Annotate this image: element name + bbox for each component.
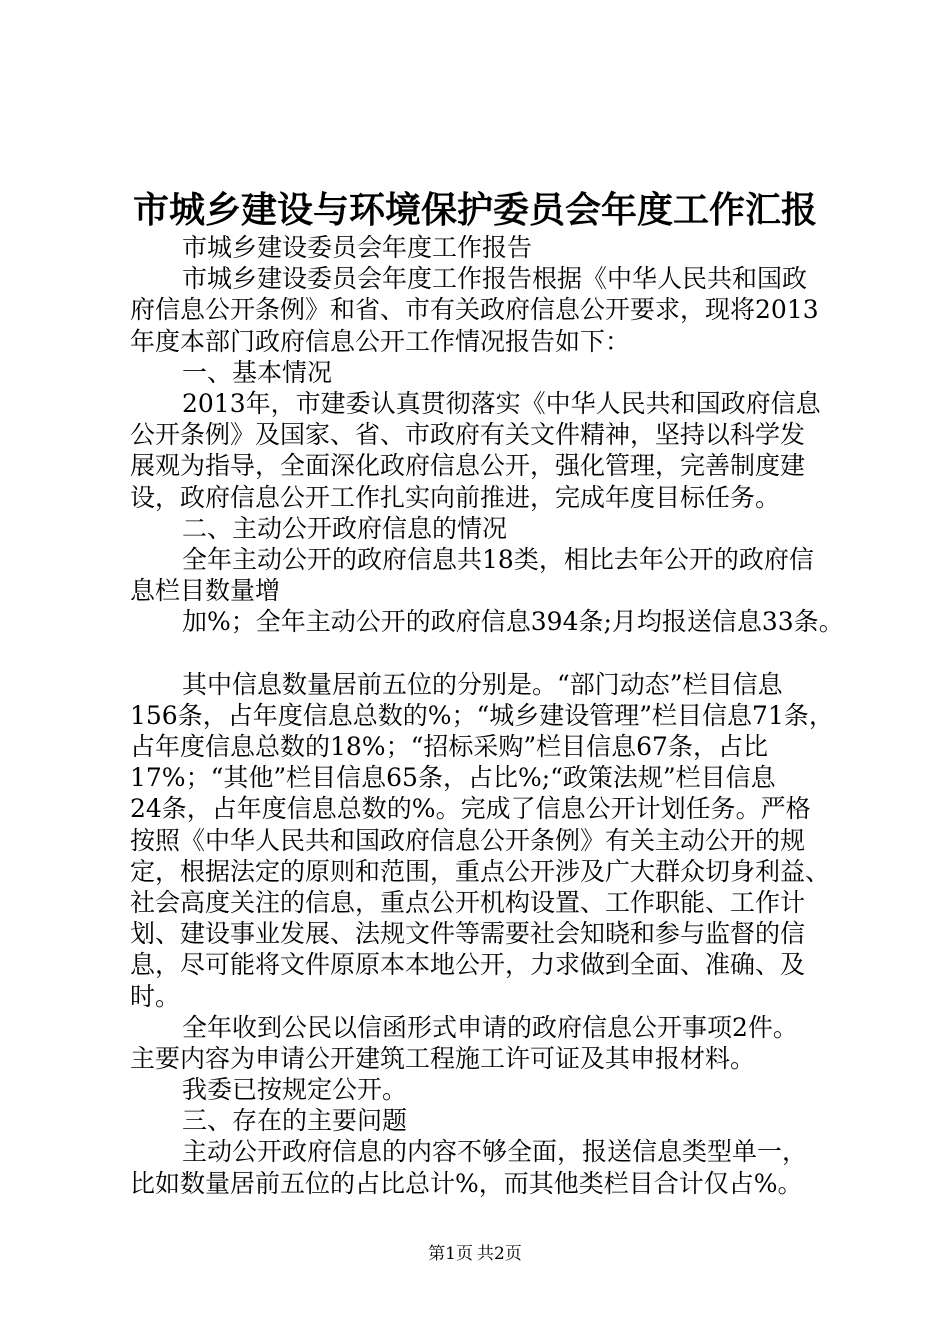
paragraph-line: 划、建设事业发展、法规文件等需要社会知晓和参与监督的信 (130, 919, 806, 949)
paragraph-line: 我委已按规定公开。 (182, 1075, 408, 1105)
paragraph-line: 17%；“其他”栏目信息65条，占比%;“政策法规”栏目信息 (130, 763, 776, 793)
section-heading: 三、存在的主要问题 (182, 1106, 408, 1136)
paragraph-line: 156条，占年度信息总数的%；“城乡建设管理”栏目信息71条， (130, 700, 834, 730)
paragraph-line: 全年收到公民以信函形式申请的政府信息公开事项2件。 (182, 1012, 798, 1042)
paragraph-line: 主动公开政府信息的内容不够全面，报送信息类型单一， (182, 1137, 808, 1167)
blank-line (130, 637, 830, 668)
paragraph-line: 2013年，市建委认真贯彻落实《中华人民共和国政府信息 (182, 388, 821, 418)
paragraph-line: 占年度信息总数的18%；“招标采购”栏目信息67条，占比 (130, 732, 768, 761)
paragraph-line: 府信息公开条例》和省、市有关政府信息公开要求，现将2013 (130, 295, 819, 325)
paragraph-line: 定，根据法定的原则和范围，重点公开涉及广大群众切身利益、 (130, 856, 831, 886)
page-total: 共2页 (477, 1244, 522, 1264)
paragraph-line: 社会高度关注的信息，重点公开机构设置、工作职能、工作计 (130, 887, 806, 917)
paragraph-line: 按照《中华人民共和国政府信息公开条例》有关主动公开的规 (130, 825, 806, 855)
paragraph-line: 其中信息数量居前五位的分别是。“部门动态”栏目信息 (182, 669, 783, 699)
document-body (130, 232, 844, 1199)
paragraph-line: 加%；全年主动公开的政府信息394条;月均报送信息33条。 (182, 607, 844, 637)
paragraph-line: 市城乡建设委员会年度工作报告根据《中华人民共和国政 (182, 264, 808, 294)
paragraph-line: 时。 (130, 981, 181, 1011)
paragraph-line: 主要内容为申请公开建筑工程施工许可证及其申报材料。 (130, 1043, 756, 1073)
page-footer (0, 1242, 950, 1266)
section-heading: 一、基本情况 (182, 357, 333, 387)
paragraph-line: 年度本部门政府信息公开工作情况报告如下： (130, 326, 631, 356)
paragraph-line: 比如数量居前五位的占比总计%，而其他类栏目合计仅占%。 (130, 1168, 803, 1198)
paragraph-line: 设，政府信息公开工作扎实向前推进，完成年度目标任务。 (130, 482, 781, 512)
paragraph-line: 全年主动公开的政府信息共18类，相比去年公开的政府信 (182, 544, 814, 574)
paragraph-line: 公开条例》及国家、省、市政府有关文件精神，坚持以科学发 (130, 420, 806, 450)
page-number: 第1页 (428, 1244, 473, 1264)
document-title: 市城乡建设与环境保护委员会年度工作汇报 (132, 189, 817, 231)
section-heading: 二、主动公开政府信息的情况 (182, 513, 508, 543)
subtitle-line: 市城乡建设委员会年度工作报告 (182, 233, 533, 262)
paragraph-line: 24条，占年度信息总数的%。完成了信息公开计划任务。严格 (130, 794, 811, 824)
paragraph-line: 展观为指导，全面深化政府信息公开，强化管理，完善制度建 (130, 451, 806, 481)
paragraph-line: 息栏目数量增 (130, 576, 281, 606)
paragraph-line: 息，尽可能将文件原原本本地公开，力求做到全面、准确、及 (130, 950, 806, 980)
